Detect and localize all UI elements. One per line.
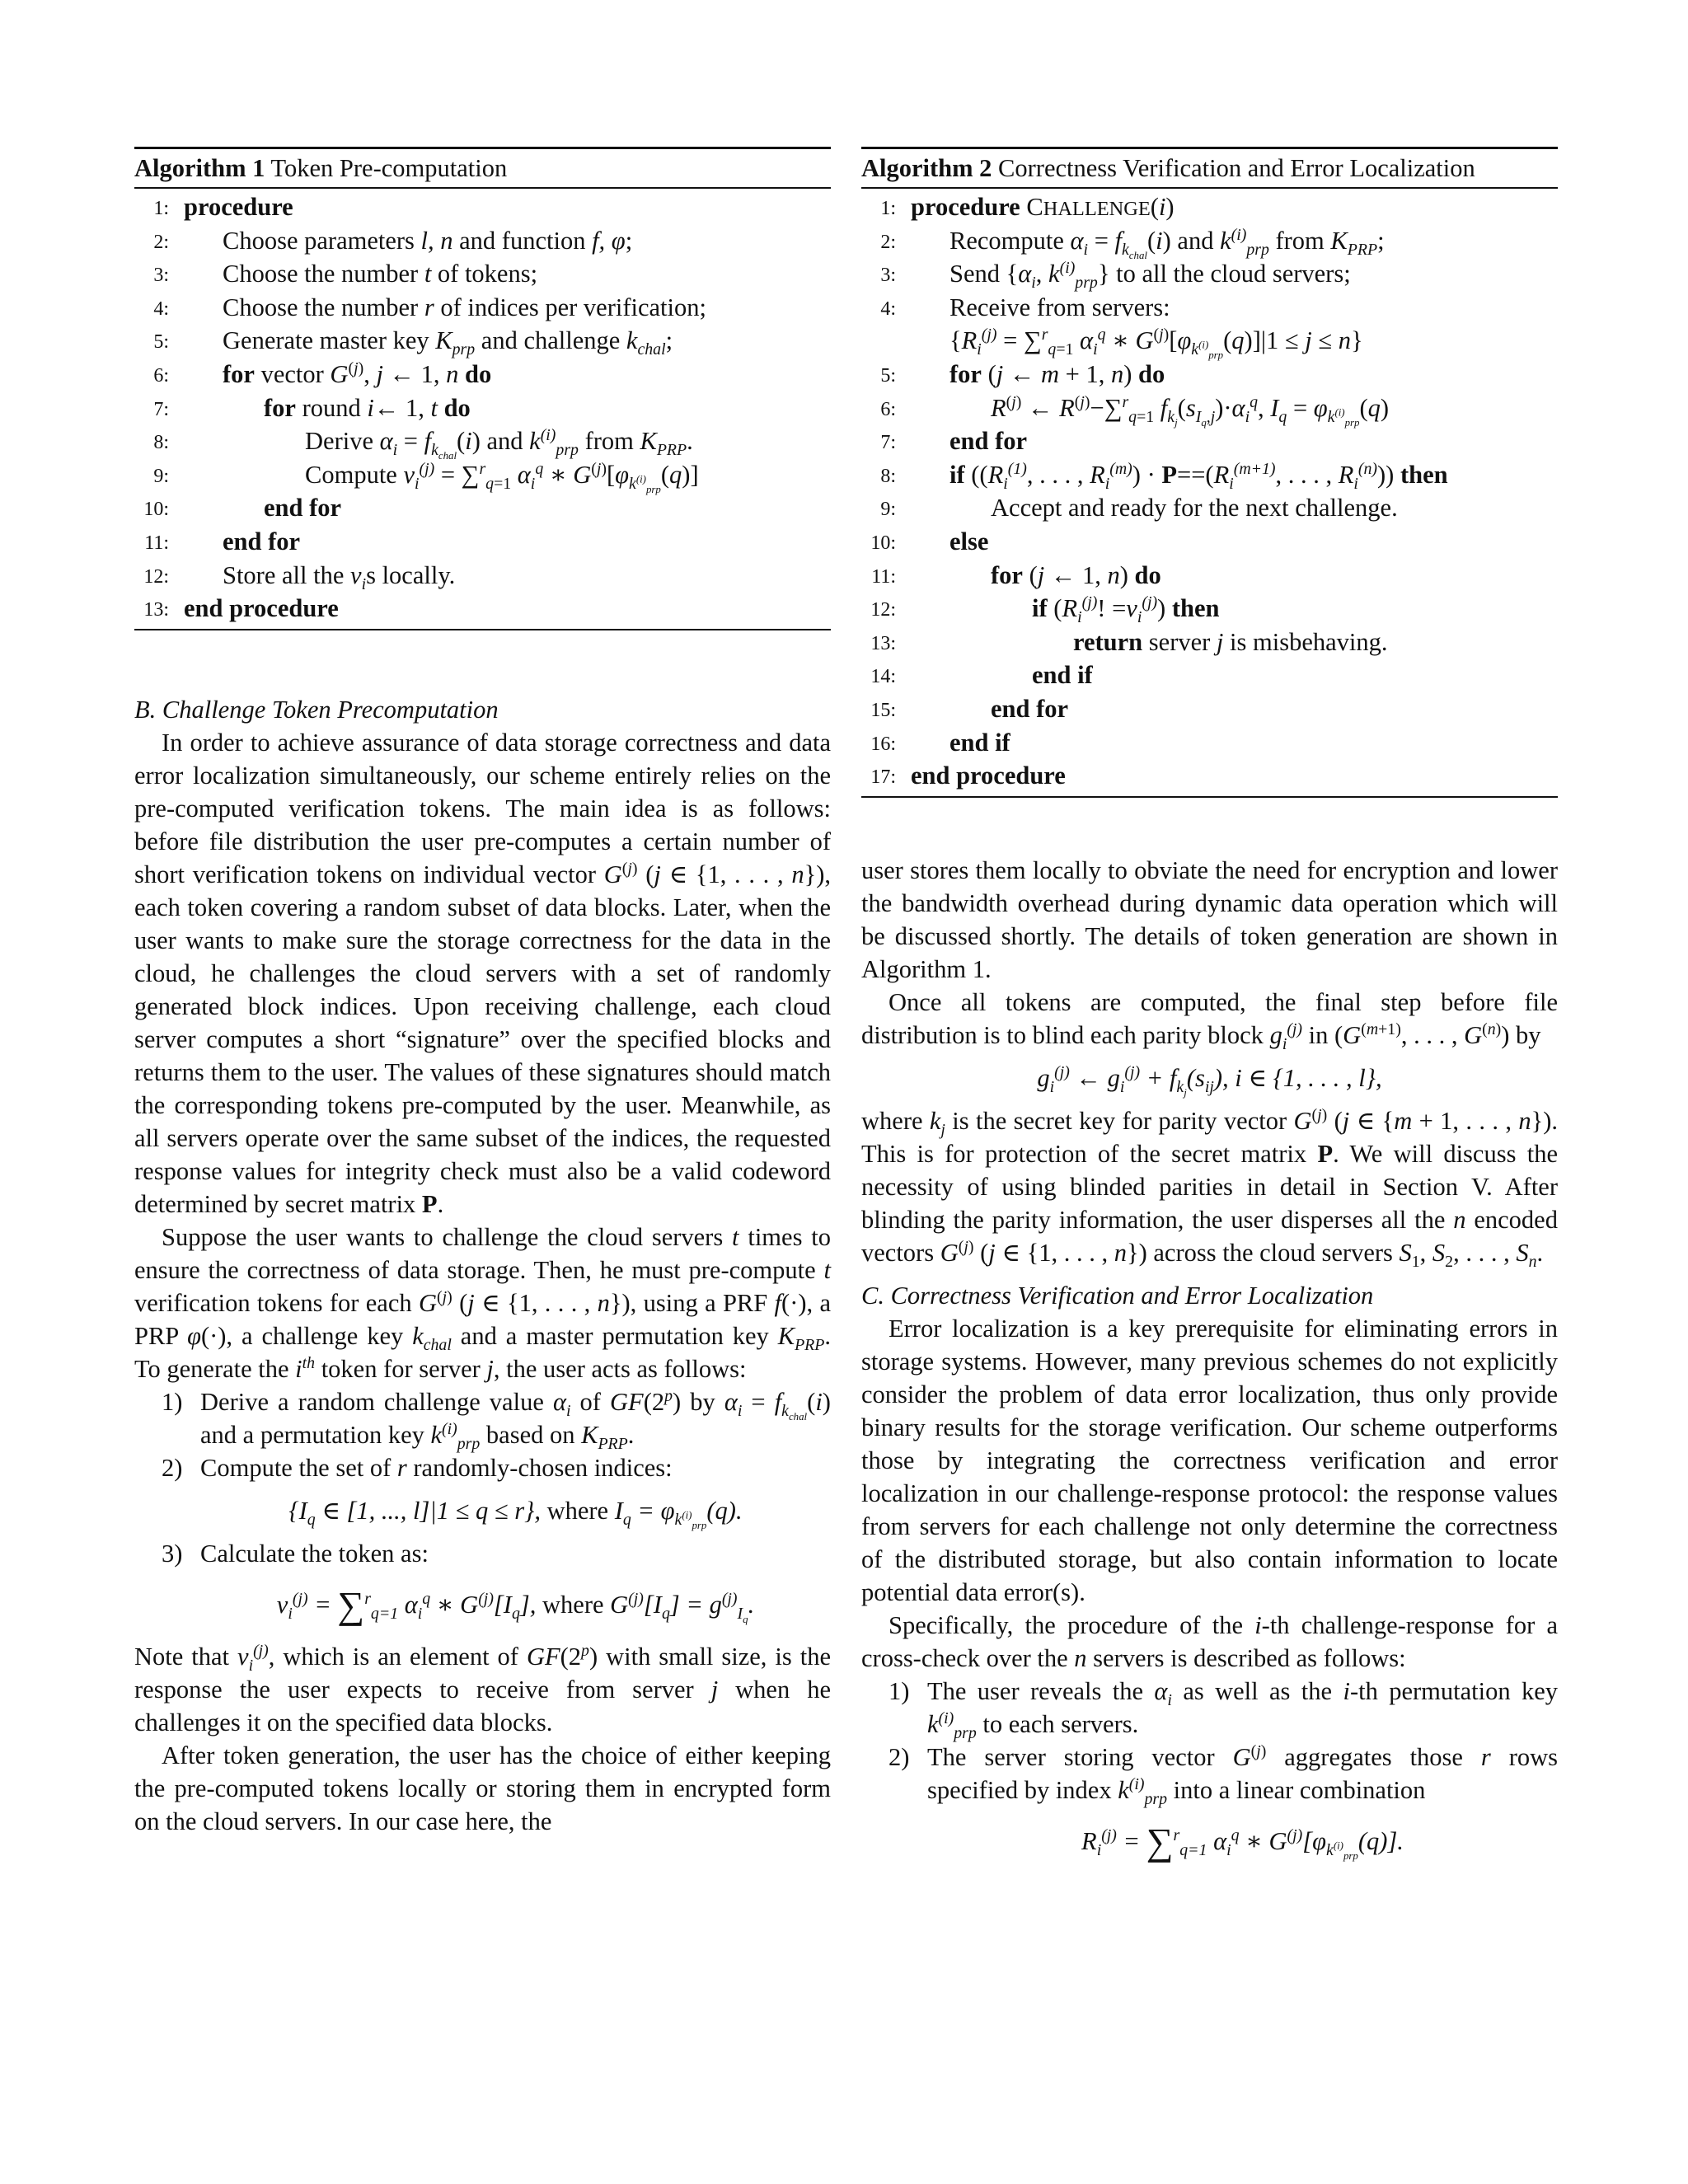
algo2-line: 5: for (j ← m + 1, n) do <box>880 359 1165 388</box>
algo2-line: 15: end for <box>870 694 1069 723</box>
algo2-line: 3: Send {$\alpha_i$, $k^{(i)}_{prp}$} to all the cloud servers; <box>880 259 1351 293</box>
token-steps <box>134 1385 831 1626</box>
right-paragraph-2: Once all tokens are computed, the final step before file distribution is to blind each parity block $g_i^{(j)}$ in ($G^{(m+1)}$, . . . , $G^{(n)}$) by <box>861 987 1558 1053</box>
algo1-line: 10: end for <box>143 494 342 523</box>
algorithm-1-label: Algorithm 1 <box>134 154 265 182</box>
right-paragraph-3: where $k_j$ is the secret key for parity vector $G^{(j)}$ (j ∈ {m + 1, . . . , n}). This is for protection of the secret matrix P. We will discuss the necessity of using blinded parities in detail in Section V. After blinding the parity information, the user disperses all the n encoded vectors $G^{(j)}$ (j ∈ {1, . . . , n}) across the cloud servers $S_1$, $S_2$, . . . , $S_n$. <box>861 1105 1558 1271</box>
algo2-line: 6: $R^{(j)}$ ← $R^{(j)}-\sum^r_{q=1}$ $f_{k_j}(s_{I_q,j})\cdot\alpha_i^q$, $I_q = \varphi_{k^{(i)}_{prp}}(q)$ <box>880 392 1390 429</box>
algo2-line: 1: procedure CHALLENGE(i) <box>880 193 1175 221</box>
section-c-paragraph-1: Error localization is a key prerequisite for eliminating errors in storage systems. However, many previous schemes do not explicitly consider the problem of data error localization, thus only provide binary results for the storage verification. Our scheme outperforms those by integrating the correctness verification and error localization in our challenge-response protocol: the response values from servers for each challenge not only determine the correctness of the distributed storage, but also contain information to locate potential data error(s). <box>861 1314 1558 1606</box>
equation-token: $v_i^{(j)} = \sum^r_{q=1}$ $\alpha_i^q$ ∗ $G^{(j)}[I_q]$, where $G^{(j)}[I_q] = g^{(j)}_{I_q}$. <box>276 1583 755 1626</box>
algorithm-1-caption <box>134 149 831 189</box>
algo2-line: 7: end for <box>880 427 1028 456</box>
equation-indices: {$I_q$ ∈ [1, ..., l]|1 ≤ q ≤ r}, where $I_q = \varphi_{k^{(i)}_{prp}}(q)$. <box>288 1496 743 1531</box>
section-c-heading: C. Correctness Verification and Error Localization <box>861 1281 1374 1310</box>
algo2-line: 10: else <box>870 527 989 555</box>
algorithm-1 <box>134 147 831 630</box>
section-b-heading: B. Challenge Token Precomputation <box>134 695 499 724</box>
algo2-line: 9: Accept and ready for the next challenge. <box>880 494 1398 523</box>
algo1-line: 13: end procedure <box>143 594 339 623</box>
algo2-line: 2: Recompute $\alpha_i = f_{k_{chal}}(i)$ and $k^{(i)}_{prp}$ from $K_{PRP}$; <box>880 225 1385 261</box>
algo2-line: 13: return server j is misbehaving. <box>870 627 1388 656</box>
list-item: 2) Compute the set of r randomly-chosen indices: {$I_q$ ∈ [1, ..., l]|1 ≤ q ≤ r}, where $I_q = \varphi_{k^{(i)}_{prp}}(q)$. <box>134 1451 831 1527</box>
equation-response: $R_i^{(j)} = \sum^r_{q=1}$ $\alpha_i^q$ ∗ $G^{(j)}[\varphi_{k^{(i)}_{prp}}(q)]$. <box>1081 1820 1404 1863</box>
algo1-line: 7: for round i← 1, t do <box>153 393 471 422</box>
algo1-line: 2: Choose parameters l, n and function f, φ; <box>153 226 633 255</box>
algo1-line: 6: for vector $G^{(j)}$, j ← 1, n do <box>153 359 492 388</box>
algorithm-2-label: Algorithm 2 <box>861 154 992 182</box>
section-b-paragraph-2: Suppose the user wants to challenge the cloud servers t times to ensure the correctness of data storage. Then, he must pre-compute t verification tokens for each $G^{(j)}$ (j ∈ {1, . . . , n}), using a PRF f(·), a PRP φ(·), a challenge key $k_{chal}$ and a master permutation key $K_{PRP}$. To generate the $i^{th}$ token for server j, the user acts as follows: <box>134 1222 831 1383</box>
algo2-line: 16: end if <box>870 728 1010 757</box>
algo2-line: {$R_i^{(j)} = \sum^r_{q=1}$ $\alpha_i^q$ ∗ $G^{(j)}[\varphi_{k^{(i)}_{prp}}(q)]|1 \le j \le n$} <box>950 326 1363 362</box>
algo2-line: 4: Receive from servers: <box>880 293 1170 321</box>
algo1-line: 11: end for <box>144 527 301 555</box>
section-b-paragraph-3: Note that $v_i^{(j)}$, which is an element of GF(2$^p$) with small size, is the response the user expects to receive from server j when he challenges it on the specified data blocks. <box>134 1641 832 1736</box>
algo1-line: 5: Generate master key $K_{prp}$ and challenge $k_{chal}$; <box>153 326 673 359</box>
challenge-steps <box>861 1675 1559 1863</box>
section-b-paragraph-4: After token generation, the user has the choice of either keeping the pre-computed tokens locally or storing them in encrypted form on the cloud servers. In our case here, the <box>134 1741 831 1835</box>
algo1-line: 12: Store all the $v_is$ locally. <box>143 560 456 593</box>
algo1-line: 9: Compute $v_i^{(j)} = \sum^r_{q=1}$ $\alpha_i^q$ ∗ $G^{(j)}[\varphi_{k^{(i)}_{prp}}(q)]$ <box>153 459 699 495</box>
algo2-line: 11: for (j ← 1, n) do <box>871 560 1161 589</box>
right-paragraph-1: user stores them locally to obviate the need for encryption and lower the bandwidth overhead during dynamic data operation which will be discussed shortly. The details of token generation are shown in Algorithm 1. <box>861 855 1558 983</box>
algo2-line: 12: if ($R_i^{(j)}$! $=v_i^{(j)}$) then <box>870 593 1220 627</box>
algo2-line: 14: end if <box>870 661 1093 690</box>
equation-blind: $g_i^{(j)}$ ← $g_i^{(j)} + f_{k_j}(s_{ij})$, i ∈ {1, . . . , l}, <box>1037 1062 1382 1099</box>
list-item: 3) Calculate the token as: $v_i^{(j)} = \sum^r_{q=1}$ $\alpha_i^q$ ∗ $G^{(j)}[I_q]$, where $G^{(j)}[I_q] = g^{(j)}_{I_q}$. <box>134 1537 831 1622</box>
section-b-paragraph-1: In order to achieve assurance of data storage correctness and data error localization simultaneously, our scheme entirely relies on the pre-computed verification tokens. The main idea is as follows: before file distribution the user pre-computes a certain number of short verification tokens on individual vector $G^{(j)}$ (j ∈ {1, . . . , n}), each token covering a random subset of data blocks. Later, when the user wants to make sure the storage correctness for the data in the cloud, he challenges the cloud servers with a set of randomly generated block indices. Upon receiving challenge, each cloud server computes a short “signature” over the specified blocks and returns them to the user. The values of these signatures should match the corresponding tokens pre-computed by the user. Meanwhile, as all servers operate over the same subset of the indices, the requested response values for integrity check must also be a valid codeword determined by secret matrix P. <box>134 728 831 1218</box>
algorithm-2 <box>861 147 1558 798</box>
list-item: 1) Derive a random challenge value $\alpha_i$ of GF(2$^p$) by $\alpha_i = f_{k_{chal}}(i)$ and a permutation key $k^{(i)}_{prp}$ based on $K_{PRP}$. <box>162 1386 831 1453</box>
right-column <box>861 147 1558 1877</box>
algorithm-2-caption <box>861 149 1558 189</box>
algo1-line: 3: Choose the number t of tokens; <box>153 260 538 288</box>
algo1-line: 8: Derive $\alpha_i = f_{k_{chal}}(i)$ and $k^{(i)}_{prp}$ from $K_{PRP}$. <box>153 426 693 462</box>
algo1-line: 1: procedure <box>153 193 293 221</box>
algo1-line: 4: Choose the number r of indices per verification; <box>153 293 706 321</box>
list-item: 1) The user reveals the $\alpha_i$ as well as the i-th permutation key $k^{(i)}_{prp}$ to each servers. <box>889 1676 1559 1742</box>
list-item: 2) The server storing vector $G^{(j)}$ aggregates those r rows specified by index $k^{(i)}_{prp}$ into a linear combination $R_i^{(j)} = \sum^r_{q=1}$ $\alpha_i^q$ ∗ $G^{(j)}[\varphi_{k^{(i)}_{prp}}(q)]$. <box>889 1741 1558 1863</box>
algo2-line: 8: if (($R_i^{(1)}$, . . . , $R_i^{(m)}) \cdot P==(R_i^{(m+1)}$, . . . , $R_i^{(n)}$)) then <box>880 459 1448 493</box>
algorithm-2-title: Correctness Verification and Error Localization <box>998 154 1475 182</box>
left-column <box>134 147 831 1838</box>
algo2-line: 17: end procedure <box>870 762 1066 790</box>
algorithm-1-title: Token Pre-computation <box>270 154 508 182</box>
section-c-paragraph-2: Specifically, the procedure of the i-th challenge-response for a cross-check over the n servers is described as follows: <box>861 1610 1558 1672</box>
